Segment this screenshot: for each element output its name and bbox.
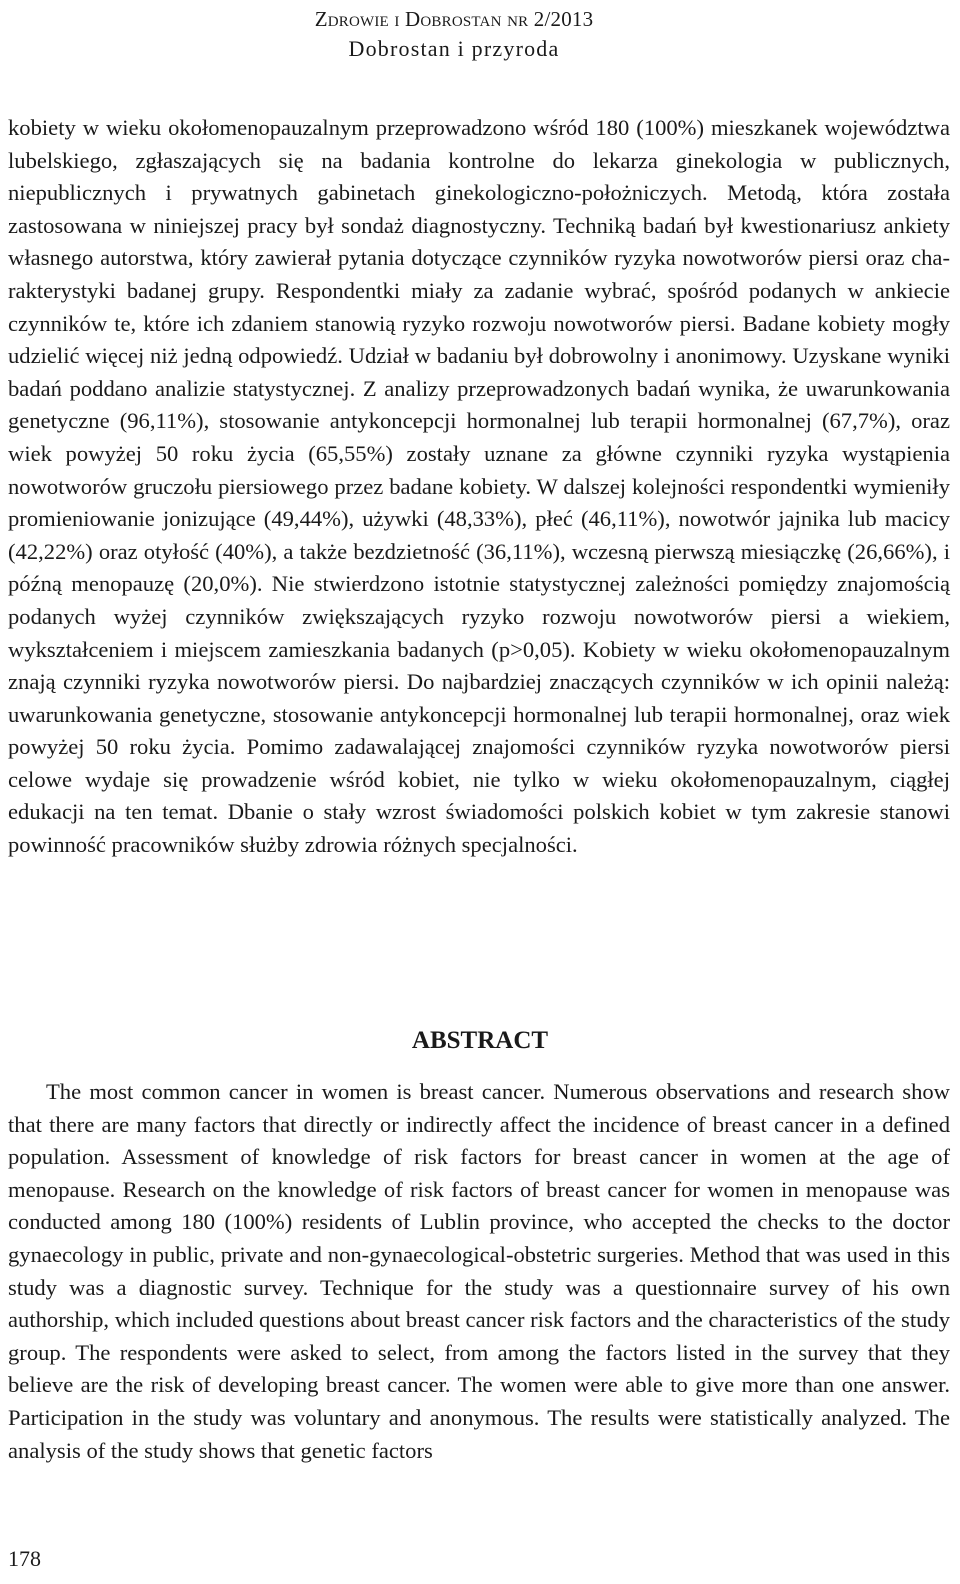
- page-number: 178: [8, 1546, 41, 1571]
- abstract-heading: ABSTRACT: [411, 1027, 549, 1054]
- body-text: [8, 112, 950, 862]
- section-title: Dobrostan i przyroda: [348, 36, 560, 61]
- abstract-paragraph: The most common cancer in women is breast cancer. Numerous observations and research show that there are many factors that directly or indirectly affect the incidence of breast cancer in a defined population. Assessment of knowledge of risk factors for breast cancer in women at the age of menopause. Research on the knowledge of risk factors of breast cancer for women in menopause was conducted among 180 (100%) residents of Lublin province, who accepted the checks to the doctor gynaecology in public, private and non-gynaecological-obstetric surgeries. Method that was used in this study was a diagnostic survey. Technique for the study was a questionnaire survey of his own authorship, which included questions about breast cancer risk factors and the characteristics of the study group. The respondents were asked to select, from among the factors listed in the survey that they believe are the risk of developing breast cancer. The women were able to give more than one answer. Participation in the study was voluntary and anonymous. The results were statistically analyzed. The analysis of the study shows that genetic factors: [8, 1079, 950, 1463]
- abstract-text: [8, 1076, 950, 1467]
- journal-title: Zdrowie i Dobrostan nr 2/2013: [314, 7, 594, 31]
- running-header: [254, 4, 654, 64]
- body-paragraph: kobiety w wieku okołomenopauzalnym przeprowadzono wśród 180 (100%) mieszkanek województwa lubelskiego, zgłaszających się na badania kontrolne do lekarza ginekologia w publicznych, niepublicznych i prywatnych gabinetach ginekologiczno-położniczych. Metodą, która została zastosowana w niniejszej pracy był sondaż diagnostyczny. Techniką badań był kwestionariusz ankiety własnego autorstwa, który zawierał pytania dotyczące czynników ryzyka nowotworów piersi oraz charakterystyki badanej grupy. Respondentki miały za zadanie wybrać, spośród podanych w ankiecie czynników te, które ich zdaniem stanowią ryzyko rozwoju nowotworów piersi. Badane kobiety mogły udzielić więcej niż jedną odpowiedź. Udział w badaniu był dobrowolny i anonimowy. Uzyskane wyniki badań poddano analizie statystycznej. Z analizy przeprowadzonych badań wynika, że uwarunkowania genetyczne (96,11%), stosowanie antykoncepcji hormonalnej lub terapii hormonalnej (67,7%), oraz wiek powyżej 50 roku życia (65,55%) zostały uznane za główne czynniki ryzyka wystąpienia nowotworów gruczołu piersiowego przez badane kobiety. W dalszej kolejności respondentki wymieniły promieniowanie jonizujące (49,44%), używki (48,33%), płeć (46,11%), nowotwór jajnika lub macicy (42,22%) oraz otyłość (40%), a także bezdzietność (36,11%), wczesną pierwszą miesiączkę (26,66%), i późną menopauzę (20,0%). Nie stwierdzono istotnie statystycznej zależności pomiędzy znajomością podanych wyżej czynników zwiększających ryzyko rozwoju nowotworów piersi a wiekiem, wykształceniem i miejscem zamieszkania badanych (p>0,05). Kobiety w wieku okołomenopauzalnym znają czynniki ryzyka nowotworów piersi. Do najbardziej znaczących czynników w ich opinii należą: uwarunkowania genetyczne, stosowanie antykoncepcji hormonalnej lub terapii hormonalnej, oraz wiek powyżej 50 roku życia. Pomimo zadawalającej znajomości czynników ryzyka nowotworów piersi celowe wydaje się prowadzenie wśród kobiet, nie tylko w wieku okołomenopauzalnym, ciągłej edukacji na ten temat. Dbanie o stały wzrost świadomości polskich kobiet w tym zakresie stanowi powinność pracowników służby zdrowia różnych specjalności.: [8, 115, 950, 858]
